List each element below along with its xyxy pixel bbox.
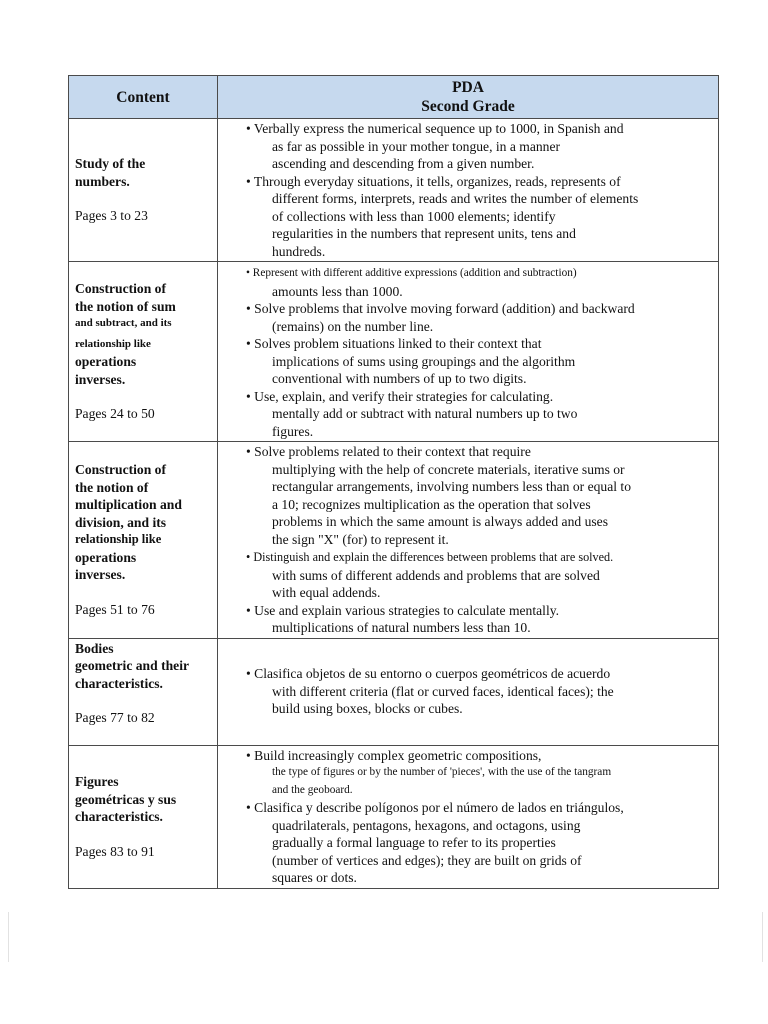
content-line: the notion of sum	[75, 298, 176, 314]
content-line: inverses.	[75, 371, 126, 387]
bullet-line: conventional with numbers of up to two digits.	[272, 371, 527, 386]
bullet-item	[246, 335, 696, 388]
table-row	[69, 638, 719, 745]
table-row	[69, 119, 719, 262]
content-cell	[69, 119, 218, 262]
bullet-text: • Build increasingly complex geometric compositions,	[246, 747, 542, 763]
page-edge-right	[762, 912, 763, 962]
content-cell	[69, 638, 218, 745]
content-line: operations	[75, 354, 137, 370]
header-grade: Second Grade	[421, 98, 515, 115]
bullet-line: rectangular arrangements, involving numbers less than or equal to	[272, 479, 631, 494]
bullet-line: problems in which the same amount is always added and uses	[272, 514, 608, 529]
bullet-text: • Distinguish and explain the differences between problems that are solved.	[246, 550, 614, 564]
bullet-text: • Clasifica objetos de su entorno o cuerpos geométricos de acuerdo	[246, 666, 611, 682]
bullet-text: • Use, explain, and verify their strategies for calculating.	[246, 388, 554, 404]
bullet-text: • Use and explain various strategies to calculate mentally.	[246, 602, 560, 618]
content-line: Construction of	[75, 462, 167, 478]
pages-label: Pages 77 to 82	[75, 710, 155, 725]
pda-cell	[218, 442, 719, 639]
page-edge-left	[8, 912, 9, 962]
content-line: geométricas y sus	[75, 791, 177, 807]
bullet-item	[246, 665, 696, 718]
table-row	[69, 262, 719, 442]
content-line: Construction of	[75, 281, 167, 297]
bullet-line: the type of figures or by the number of 'pieces', with the use of the tangram	[272, 766, 612, 778]
content-line: Bodies	[75, 640, 114, 656]
bullet-item	[246, 120, 696, 173]
header-pda	[218, 76, 719, 119]
content-line: Figures	[75, 774, 119, 789]
bullet-line: with different criteria (flat or curved faces, identical faces); the	[272, 683, 614, 699]
pda-table	[68, 75, 719, 889]
bullet-item	[246, 602, 696, 637]
bullet-line: build using boxes, blocks or cubes.	[272, 701, 463, 717]
bullet-item	[246, 548, 696, 602]
table-row	[69, 745, 719, 888]
pages-label: Pages 3 to 23	[75, 208, 148, 224]
bullet-line: and the geoboard.	[272, 783, 353, 796]
content-cell	[69, 262, 218, 442]
content-line: division, and its	[75, 514, 167, 530]
content-line: inverses.	[75, 567, 126, 583]
bullet-line: with sums of different addends and problems that are solved	[272, 567, 600, 583]
bullet-line: amounts less than 1000.	[272, 283, 403, 299]
bullet-text: • Solve problems that involve moving forward (addition) and backward	[246, 301, 635, 316]
table-header-row	[69, 76, 719, 119]
bullet-line: multiplications of natural numbers less than 10.	[272, 620, 531, 635]
bullet-line: the sign "X" (for) to represent it.	[272, 531, 449, 547]
bullet-line: regularities in the numbers that represent units, tens and	[272, 226, 576, 241]
bullet-line: figures.	[272, 423, 314, 439]
bullet-item	[246, 173, 696, 261]
bullet-item	[246, 388, 696, 441]
content-line: Study of the	[75, 156, 146, 172]
bullet-line: quadrilaterals, pentagons, hexagons, and octagons, using	[272, 817, 581, 833]
bullet-line: as far as possible in your mother tongue, in a manner	[272, 138, 561, 154]
content-line: relationship like	[75, 532, 162, 547]
bullet-text: • Verbally express the numerical sequence up to 1000, in Spanish and	[246, 121, 624, 136]
pages-label: Pages 51 to 76	[75, 601, 155, 617]
content-line: characteristics.	[75, 675, 163, 691]
bullet-text: • Solves problem situations linked to their context that	[246, 336, 542, 351]
bullet-line: different forms, interprets, reads and writes the number of elements	[272, 191, 639, 206]
pages-label: Pages 83 to 91	[75, 843, 155, 859]
bullet-line: with equal addends.	[272, 585, 381, 600]
bullet-text: • Represent with different additive expressions (addition and subtraction)	[246, 267, 577, 279]
content-cell	[69, 745, 218, 888]
header-content: Content	[69, 76, 218, 119]
bullet-line: implications of sums using groupings and the algorithm	[272, 353, 576, 369]
content-line: numbers.	[75, 173, 130, 189]
bullet-text: • Solve problems related to their context that require	[246, 444, 531, 459]
bullet-item	[246, 747, 696, 800]
content-line: relationship like	[75, 337, 151, 350]
bullet-line: mentally add or subtract with natural numbers up to two	[272, 406, 578, 421]
bullet-line: multiplying with the help of concrete materials, iterative sums or	[272, 461, 625, 477]
bullet-text: • Clasifica y describe polígonos por el número de lados en triángulos,	[246, 800, 624, 815]
pda-cell	[218, 262, 719, 442]
bullet-item	[246, 300, 696, 335]
bullet-line: of collections with less than 1000 elements; identify	[272, 208, 556, 224]
header-pda-title: PDA	[452, 79, 484, 96]
bullet-line: ascending and descending from a given number.	[272, 156, 535, 171]
pages-label: Pages 24 to 50	[75, 406, 155, 422]
bullet-line: (remains) on the number line.	[272, 318, 434, 334]
pda-cell	[218, 119, 719, 262]
bullet-line: squares or dots.	[272, 870, 357, 885]
content-line: the notion of	[75, 479, 149, 495]
bullet-line: hundreds.	[272, 243, 326, 259]
bullet-item	[246, 263, 696, 300]
content-line: multiplication and	[75, 497, 182, 513]
bullet-line: a 10; recognizes multiplication as the operation that solves	[272, 496, 591, 512]
content-line: and subtract, and its	[75, 317, 172, 330]
content-line: operations	[75, 549, 137, 565]
content-line: characteristics.	[75, 809, 163, 824]
pda-cell	[218, 745, 719, 888]
bullet-item	[246, 443, 696, 548]
content-line: geometric and their	[75, 658, 190, 673]
bullet-line: (number of vertices and edges); they are built on grids of	[272, 852, 582, 868]
bullet-item	[246, 799, 696, 887]
bullet-line: gradually a formal language to refer to its properties	[272, 835, 556, 850]
content-cell	[69, 442, 218, 639]
table-row	[69, 442, 719, 639]
bullet-text: • Through everyday situations, it tells, organizes, reads, represents of	[246, 173, 621, 189]
pda-cell	[218, 638, 719, 745]
